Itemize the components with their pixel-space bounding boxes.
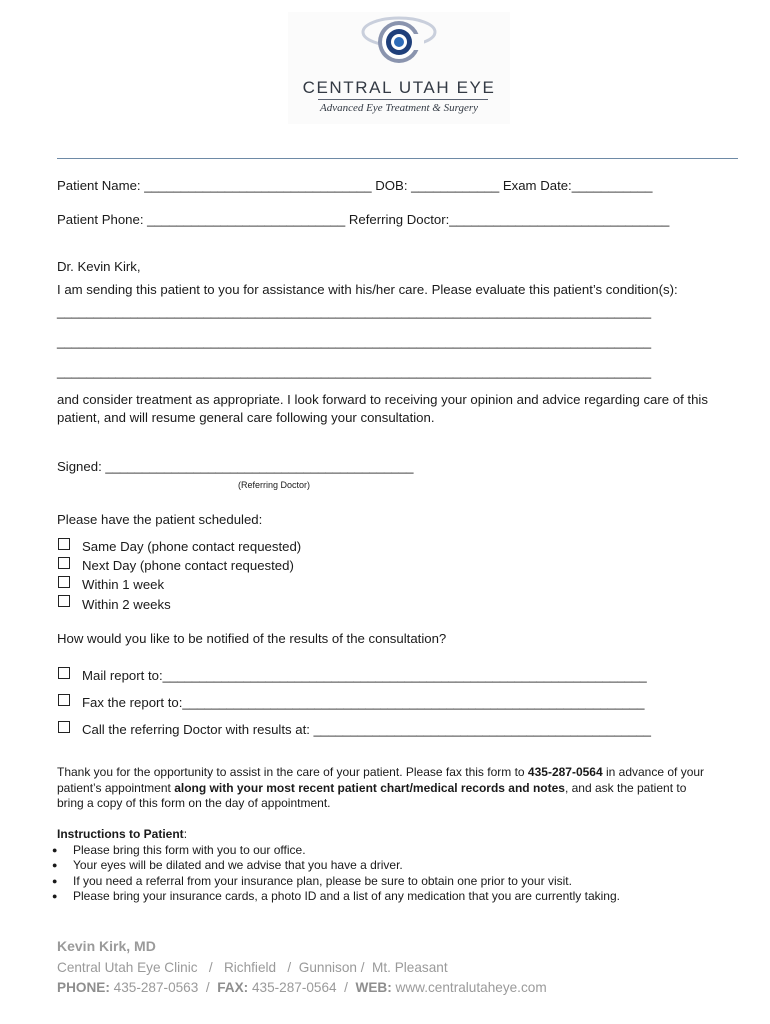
thanks-line-3: bring a copy of this form on the day of appointment.	[57, 796, 331, 810]
logo-divider	[318, 99, 488, 100]
logo-tagline: Advanced Eye Treatment & Surgery	[319, 102, 479, 114]
closing-text-2: patient, and will resume general care following your consultation.	[57, 410, 435, 425]
header-divider	[57, 158, 738, 159]
instructions-heading	[57, 827, 187, 841]
mail-report-checkbox[interactable]	[58, 667, 70, 679]
bullet-icon: ●	[52, 845, 58, 855]
same-day-label: Same Day (phone contact requested)	[82, 539, 302, 554]
next-day-label: Next Day (phone contact requested)	[82, 558, 294, 573]
logo-wordmark: CENTRAL UTAH EYE	[302, 78, 496, 97]
instruction-item-1: Please bring this form with you to our office.	[73, 843, 306, 857]
phone-label: PHONE:	[57, 980, 110, 995]
call-doctor-checkbox[interactable]	[58, 721, 70, 733]
records-emphasis: along with your most recent patient chart/medical records and notes	[174, 781, 565, 795]
within-2-weeks-checkbox[interactable]	[58, 595, 70, 607]
instruction-item-2: Your eyes will be dilated and we advise that you have a driver.	[73, 858, 403, 872]
signature-line[interactable]: Signed: __________________________________________	[57, 459, 414, 474]
patient-name-dob-exam-line[interactable]: Patient Name: _______________________________ DOB: ____________ Exam Date:___________	[57, 178, 653, 193]
fax-report-checkbox[interactable]	[58, 694, 70, 706]
call-doctor-line[interactable]: Call the referring Doctor with results at: ______________________________________________	[82, 722, 651, 737]
instructions-title: Instructions to Patient	[57, 827, 184, 841]
condition-line-2[interactable]: _________________________________________________________________________________	[57, 334, 652, 349]
notify-heading: How would you like to be notified of the results of the consultation?	[57, 631, 447, 646]
bullet-icon: ●	[52, 876, 58, 886]
schedule-heading: Please have the patient scheduled:	[57, 512, 263, 527]
mail-report-line[interactable]: Mail report to:__________________________________________________________________	[82, 668, 647, 683]
bullet-icon: ●	[52, 891, 58, 901]
instruction-item-3: If you need a referral from your insurance plan, please be sure to obtain one prior to your visit.	[73, 874, 572, 888]
instruction-item-4: Please bring your insurance cards, a photo ID and a list of any medication that you are currently taking.	[73, 889, 620, 903]
thanks-text-2b: , and ask the patient to	[564, 781, 687, 795]
signature-caption: (Referring Doctor)	[238, 480, 311, 490]
thanks-text-1b: in advance of your	[602, 765, 705, 779]
request-text: I am sending this patient to you for assistance with his/her care. Please evaluate this patient’s condition(s):	[57, 282, 678, 297]
fax-label: FAX:	[217, 980, 249, 995]
thanks-line-1	[57, 765, 704, 779]
same-day-checkbox[interactable]	[58, 538, 70, 550]
fax-report-line[interactable]: Fax the report to:_______________________________________________________________	[82, 695, 645, 710]
thanks-text-2a: patient’s appointment	[57, 781, 175, 795]
eye-logo-icon	[288, 12, 510, 78]
footer-doctor-name: Kevin Kirk, MD	[57, 938, 156, 954]
thanks-text-1a: Thank you for the opportunity to assist in the care of your patient. Please fax this form to	[57, 765, 528, 779]
footer-phone: 435-287-0563 /	[109, 980, 218, 995]
patient-phone-referring-doctor-line[interactable]: Patient Phone: ___________________________ Referring Doctor:______________________________	[57, 212, 670, 227]
bullet-icon: ●	[52, 860, 58, 870]
within-1-week-label: Within 1 week	[82, 577, 165, 592]
condition-line-3[interactable]: _________________________________________________________________________________	[57, 364, 652, 379]
condition-line-1[interactable]: _________________________________________________________________________________	[57, 304, 652, 319]
web-label: WEB:	[355, 980, 392, 995]
footer-fax: 435-287-0564 /	[248, 980, 356, 995]
footer-web-link[interactable]: www.centralutaheye.com	[391, 980, 547, 995]
footer-contact	[57, 980, 547, 995]
next-day-checkbox[interactable]	[58, 557, 70, 569]
closing-text-1: and consider treatment as appropriate. I look forward to receiving your opinion and advice regarding care of this	[57, 392, 708, 407]
thanks-line-2	[57, 781, 686, 795]
within-2-weeks-label: Within 2 weeks	[82, 597, 171, 612]
footer-locations: Central Utah Eye Clinic / Richfield / Gunnison / Mt. Pleasant	[57, 960, 448, 975]
within-1-week-checkbox[interactable]	[58, 576, 70, 588]
instructions-colon: :	[183, 827, 188, 841]
fax-number: 435-287-0564	[527, 765, 603, 779]
salutation: Dr. Kevin Kirk,	[57, 259, 141, 274]
clinic-logo	[288, 12, 510, 124]
